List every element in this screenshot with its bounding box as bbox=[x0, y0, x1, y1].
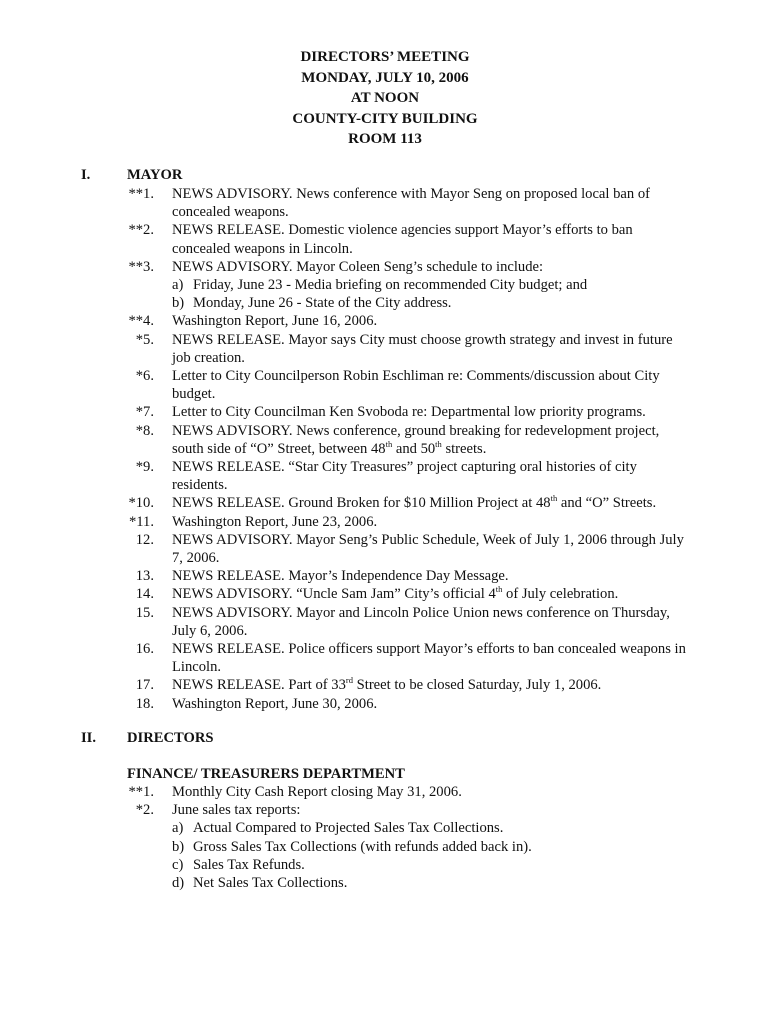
section-title: DIRECTORS bbox=[127, 730, 214, 746]
sub-item-letter: c) bbox=[172, 856, 184, 873]
item-number: *9. bbox=[135, 459, 154, 476]
item-text: June sales tax reports: bbox=[172, 802, 301, 819]
item-number: *10. bbox=[128, 495, 154, 512]
item-number: 14. bbox=[135, 586, 154, 603]
mayor-item-list bbox=[0, 185, 770, 713]
list-item bbox=[0, 185, 770, 221]
item-number: *5. bbox=[135, 331, 154, 348]
sub-item-text: Friday, June 23 - Media briefing on recommended City budget; and bbox=[193, 277, 588, 294]
sub-item-text: Gross Sales Tax Collections (with refunds added back in). bbox=[193, 838, 532, 855]
sub-item-text: Actual Compared to Projected Sales Tax Collections. bbox=[193, 820, 504, 837]
sub-item bbox=[172, 874, 770, 892]
item-text: NEWS RELEASE. “Star City Treasures” project capturing oral histories of city residents. bbox=[172, 459, 637, 494]
item-number: **1. bbox=[128, 186, 154, 202]
header-date: MONDAY, JULY 10, 2006 bbox=[301, 69, 469, 86]
list-item bbox=[0, 312, 770, 330]
list-item bbox=[0, 801, 770, 819]
sub-item-letter: a) bbox=[172, 820, 184, 837]
item-number: *8. bbox=[135, 422, 154, 439]
list-item bbox=[0, 783, 770, 801]
item-text: NEWS RELEASE. Police officers support Mayor’s efforts to ban concealed weapons in Lincoln. bbox=[172, 641, 686, 676]
list-item bbox=[0, 567, 770, 585]
list-item bbox=[0, 676, 770, 694]
department-heading: FINANCE/ TREASURERS DEPARTMENT bbox=[127, 766, 405, 782]
list-item bbox=[0, 695, 770, 713]
list-item bbox=[0, 531, 770, 567]
section-numeral: II. bbox=[81, 730, 97, 746]
item-number: *6. bbox=[135, 368, 154, 385]
item-number: 18. bbox=[135, 695, 154, 712]
item-text: NEWS RELEASE. Part of 33rd Street to be closed Saturday, July 1, 2006. bbox=[172, 675, 602, 694]
sub-item-text: Monday, June 26 - State of the City address. bbox=[193, 295, 452, 312]
item-text: NEWS ADVISORY. Mayor and Lincoln Police Union news conference on Thursday, July 6, 2006. bbox=[172, 604, 670, 639]
item-number: **1. bbox=[128, 784, 154, 800]
item-number: 12. bbox=[135, 531, 154, 548]
item-text: NEWS RELEASE. Ground Broken for $10 Million Project at 48th and “O” Streets. bbox=[172, 493, 657, 512]
sub-item-text: Sales Tax Refunds. bbox=[193, 856, 305, 873]
list-item bbox=[0, 513, 770, 531]
item-text: NEWS RELEASE. Mayor says City must choose growth strategy and invest in future job creation. bbox=[172, 331, 673, 366]
item-text: Letter to City Councilman Ken Svoboda re: Departmental low priority programs. bbox=[172, 404, 646, 421]
list-item bbox=[0, 458, 770, 494]
list-item bbox=[0, 258, 770, 276]
header-building: COUNTY-CITY BUILDING bbox=[292, 110, 478, 127]
item-text: Letter to City Councilperson Robin Eschliman re: Comments/discussion about City budget. bbox=[172, 368, 660, 403]
item-number: 16. bbox=[135, 641, 154, 658]
header-room: ROOM 113 bbox=[348, 131, 422, 147]
item-number: 17. bbox=[135, 677, 154, 694]
item-number: 13. bbox=[135, 568, 154, 585]
item-text: Monthly City Cash Report closing May 31, 2006. bbox=[172, 784, 462, 800]
sub-item-text: Net Sales Tax Collections. bbox=[193, 875, 348, 892]
item-number: *2. bbox=[135, 802, 154, 819]
item-text: NEWS ADVISORY. “Uncle Sam Jam” City’s official 4th of July celebration. bbox=[172, 584, 619, 603]
item-number: *11. bbox=[129, 513, 154, 530]
sub-item-letter: d) bbox=[172, 875, 185, 892]
list-item bbox=[0, 585, 770, 603]
list-item bbox=[0, 403, 770, 421]
header-title: DIRECTORS’ MEETING bbox=[300, 49, 470, 65]
meeting-header bbox=[0, 47, 770, 150]
sub-item-letter: a) bbox=[172, 277, 184, 294]
list-item bbox=[0, 422, 770, 458]
sub-item-letter: b) bbox=[172, 838, 185, 855]
item-number: *7. bbox=[135, 404, 154, 421]
sub-item bbox=[172, 838, 770, 856]
sub-item bbox=[172, 276, 770, 294]
item-number: **3. bbox=[128, 258, 154, 275]
item-number: **4. bbox=[128, 313, 154, 330]
item-number: **2. bbox=[128, 222, 154, 239]
list-item bbox=[0, 221, 770, 257]
list-item bbox=[0, 640, 770, 676]
item-number: 15. bbox=[135, 604, 154, 621]
item-text: NEWS RELEASE. Mayor’s Independence Day Message. bbox=[172, 568, 509, 585]
sub-item bbox=[172, 856, 770, 874]
header-time: AT NOON bbox=[350, 90, 420, 106]
section-title: MAYOR bbox=[127, 167, 183, 183]
list-item bbox=[0, 604, 770, 640]
item-text: NEWS ADVISORY. Mayor Seng’s Public Schedule, Week of July 1, 2006 through July 7, 2006. bbox=[172, 531, 684, 567]
item-text: Washington Report, June 16, 2006. bbox=[172, 313, 378, 330]
list-item bbox=[0, 367, 770, 403]
list-item bbox=[0, 331, 770, 367]
item-text: Washington Report, June 30, 2006. bbox=[172, 695, 378, 712]
item-text: NEWS ADVISORY. Mayor Coleen Seng’s schedule to include: bbox=[172, 258, 544, 275]
sub-item bbox=[172, 819, 770, 837]
item-text: Washington Report, June 23, 2006. bbox=[172, 513, 378, 530]
item-text: NEWS ADVISORY. News conference with Mayor Seng on proposed local ban of concealed weapons. bbox=[172, 186, 650, 221]
section-numeral: I. bbox=[81, 167, 91, 183]
sub-item-letter: b) bbox=[172, 295, 185, 312]
list-item bbox=[0, 494, 770, 512]
item-text: NEWS RELEASE. Domestic violence agencies support Mayor’s efforts to ban concealed weapons in Lincoln. bbox=[172, 222, 633, 257]
item-text: NEWS ADVISORY. News conference, ground breaking for redevelopment project, south side of “O” Street, between 48th and 50th streets. bbox=[172, 422, 660, 457]
sub-item bbox=[172, 294, 770, 312]
finance-item-list bbox=[0, 783, 770, 892]
